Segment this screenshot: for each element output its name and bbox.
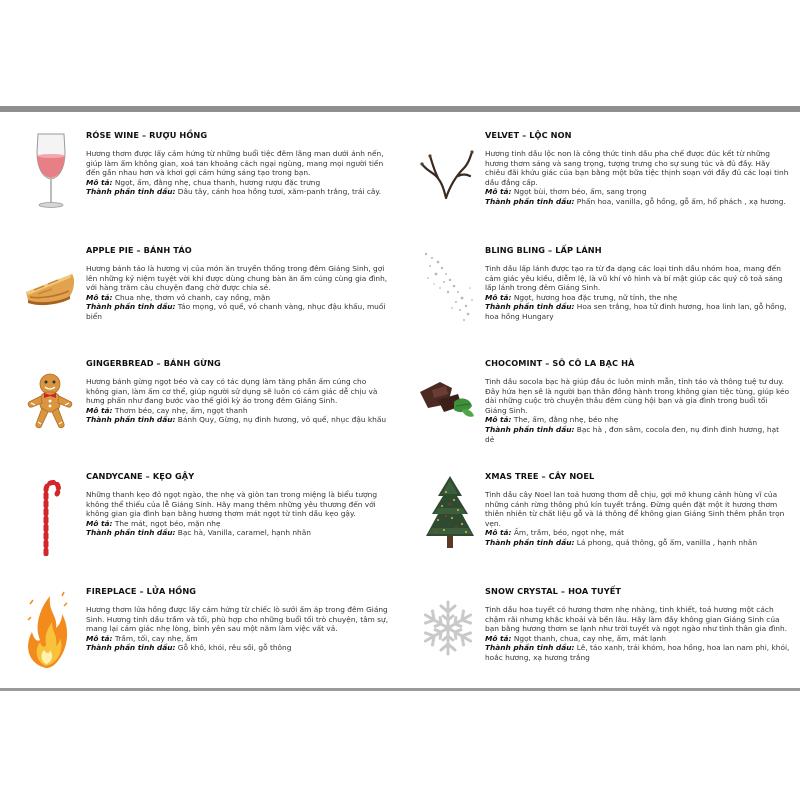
ingredients-value: Lá phong, quả thông, gỗ ấm, vanilla , hạnh nhân: [576, 537, 758, 547]
sparkle-icon: [418, 248, 478, 324]
chocolate-mint-icon: [418, 376, 476, 420]
ingredients-label: Thành phần tinh dầu:: [86, 643, 176, 653]
wine-glass-icon: [34, 132, 68, 210]
ingredients-value: Táo mọng, vỏ quế, vỏ chanh vàng, nhục đậu khấu, muối biển: [86, 302, 386, 321]
ingredients-label: Thành phần tinh dầu:: [485, 424, 575, 434]
scent-title: CANDYCANE – KẸO GẬY: [86, 471, 195, 481]
ingredients-value: Bạc hà, Vanilla, caramel, hạnh nhân: [177, 528, 311, 538]
christmas-tree-icon: [424, 474, 476, 556]
scent-title: FIREPLACE – LỬA HỒNG: [86, 586, 197, 596]
ingredients-value: Gỗ khô, khói, rêu sồi, gỗ thông: [177, 643, 292, 653]
ingredients-value: Hoa sen trắng, hoa tử đinh hương, hoa linh lan, gỗ hồng, hoa hồng Hungary: [485, 302, 787, 321]
bottom-divider: [0, 688, 800, 691]
mo-ta-label: Mô tả:: [485, 633, 512, 643]
scent-description: Tinh dầu cây Noel lan toả hương thơm dễ chịu, gợi mở khung cảnh hùng vĩ của những cánh rừng thông phủ kín tuyết trắng. Đừng quên đặt một ít hương thơm thiên nhiên từ chất liệu gỗ và lá thông để không gian Giáng Sinh thêm phần trọn vẹn.: [485, 490, 785, 528]
scent-description: Hương thơm lửa hồng được lấy cảm hứng từ chiếc lò sưởi ấm áp trong đêm Giáng Sinh. Hương tinh dầu trầm và tối, phù hợp cho những buổi tối trò chuyện, tâm sự, mang lại cảm giác nhẹ lòng, bình yên sau một năm làm việc vất vả.: [86, 605, 389, 634]
ingredients-value: Bạc hà , đơn sâm, cocola đen, nụ đinh đinh hương, hạt dẻ: [485, 424, 780, 444]
ingredients-label: Thành phần tinh dầu:: [86, 528, 176, 538]
mo-ta-value: Trầm, tối, cay nhẹ, ấm: [114, 633, 198, 643]
mo-ta-label: Mô tả:: [485, 292, 512, 302]
mo-ta-value: Ấm, trầm, béo, ngọt nhẹ, mát: [513, 528, 625, 538]
ingredients-label: Thành phần tinh dầu:: [86, 302, 176, 312]
mo-ta-value: Ngọt, hương hoa đặc trưng, nữ tính, the nhẹ: [513, 292, 678, 302]
mo-ta-value: The mát, ngọt béo, mặn nhẹ: [114, 518, 221, 528]
scent-fireplace: [86, 586, 391, 653]
scent-title: GINGERBREAD – BÁNH GỪNG: [86, 358, 221, 368]
fire-icon: [22, 584, 70, 668]
mo-ta-label: Mô tả:: [86, 518, 113, 528]
mo-ta-label: Mô tả:: [86, 633, 113, 643]
mo-ta-value: Chua nhẹ, thơm vỏ chanh, cay nồng, mặn: [114, 292, 271, 302]
scent-candycane: [86, 471, 391, 538]
scent-title: BLING BLING – LẤP LÁNH: [485, 245, 602, 255]
ingredients-value: Dâu tây, cánh hoa hồng tươi, xăm-panh trắng, trái cây.: [177, 187, 382, 197]
scent-bling-bling: [485, 245, 790, 322]
scent-description: Tinh dầu socola bạc hà giúp đầu óc luôn minh mẫn, tỉnh táo và thông tuệ tư duy. Đây hứa hẹn sẽ là người bạn thân đồng hành trong không gian tiệc tùng, giúp kéo dài những cuộc trò chuyện thâu đêm cùng hội bạn và gia đình trong buổi tối Giáng Sinh.: [485, 377, 790, 415]
scent-title: RÓSE WINE – RƯỢU HỒNG: [86, 130, 208, 140]
scent-title: SNOW CRYSTAL – HOA TUYẾT: [485, 586, 622, 596]
gingerbread-man-icon: [26, 372, 74, 430]
mo-ta-label: Mô tả:: [86, 405, 113, 415]
scent-description: Hương bánh gừng ngọt béo và cay có tác dụng làm tăng phần ấm cúng cho không gian, làm ấm cơ thể, giúp người sử dụng sẽ luôn có cảm giác dễ chịu và hưng phấn như đang bước vào thế giới kỳ ảo trong đêm Giáng Sinh.: [86, 377, 378, 406]
ingredients-label: Thành phần tinh dầu:: [485, 643, 575, 653]
scent-description: Tinh dầu lấp lánh được tạo ra từ đa dạng các loại tinh dầu nhóm hoa, mang đến cảm giác yêu kiều, diễm lệ, là vũ khí vô hình và bí mật giúp các quý cô toả sáng lấp lánh trong đêm Giáng Sinh.: [485, 264, 783, 293]
ingredients-value: Phấn hoa, vanilla, gỗ hồng, gỗ ấm, hổ phách , xạ hương.: [576, 196, 786, 206]
mo-ta-value: Ngọt bùi, thơm béo, ấm, sang trọng: [513, 187, 647, 197]
scent-title: CHOCOMINT – SÔ CÔ LA BẠC HÀ: [485, 358, 635, 368]
mo-ta-label: Mô tả:: [485, 528, 512, 538]
apple-pie-icon: [24, 268, 76, 308]
scent-description: Hương thơm được lấy cảm hứng từ những buổi tiệc đêm lãng man dưới ánh nến, giúp làm ấm không gian, xoá tan khoảng cách ngại ngùng, mang mọi người tiến đến gần nhau hơn và khơi gợi cảm hứng sáng tạo trong bạn.: [86, 149, 384, 178]
scent-title: APPLE PIE – BÁNH TÁO: [86, 245, 192, 255]
scent-description: Tinh dầu hoa tuyết có hương thơm nhẹ nhàng, tinh khiết, toả hương một cách chậm rãi nhưng khắc khoải và bền lâu. Hãy làm đầy không gian Giáng Sinh của bạn bằng hương thơm se lạnh như trời tuyết và ngọt ngào như tình thân gia đình.: [485, 605, 787, 634]
scent-chocomint: [485, 358, 790, 444]
scent-velvet: [485, 130, 790, 207]
ingredients-label: Thành phần tinh dầu:: [86, 415, 176, 425]
mo-ta-label: Mô tả:: [485, 415, 512, 425]
top-divider: [0, 106, 800, 112]
mo-ta-value: The, ấm, đằng nhẹ, béo nhẹ: [513, 415, 619, 425]
scent-apple-pie: [86, 245, 391, 322]
scent-description: Hương bánh táo là hương vị của món ăn truyền thống trong đêm Giáng Sinh, gợi lên những kỷ niệm tuyệt vời khi được dùng chung bàn ăn ấm cúng cùng gia đình, với hàng trăm câu chuyện đang chờ được chia sẻ.: [86, 264, 388, 293]
ingredients-value: Lê, táo xanh, trái khóm, hoa hồng, hoa lan nam phi, khói, hoắc hương, xạ hương trắng: [485, 643, 790, 662]
ingredients-label: Thành phần tinh dầu:: [86, 187, 176, 197]
candy-cane-icon: [36, 476, 64, 556]
mo-ta-label: Mô tả:: [86, 177, 113, 187]
scent-description: Những thanh kẹo đỏ ngọt ngào, the nhẹ và giòn tan trong miệng là biểu tượng không thể thiếu của lễ Giáng Sinh. Hãy mang thêm những yêu thương đến với không gian gia đình bạn bằng hương thơm mát ngọt từ tinh dầu kẹo gậy.: [86, 490, 378, 519]
mo-ta-value: Ngọt thanh, chua, cay nhẹ, ấm, mát lạnh: [513, 633, 666, 643]
ingredients-label: Thành phần tinh dầu:: [485, 302, 575, 312]
mo-ta-label: Mô tả:: [86, 292, 113, 302]
mo-ta-value: Ngọt, ấm, đằng nhẹ, chua thanh, hương rượu đặc trưng: [114, 177, 321, 187]
ingredients-value: Bánh Quy, Gừng, nụ đinh hương, vỏ quế, nhục đậu khấu: [177, 415, 387, 425]
mo-ta-value: Thơm béo, cay nhẹ, ấm, ngọt thanh: [114, 405, 248, 415]
ingredients-label: Thành phần tinh dầu:: [485, 537, 575, 547]
scent-xmas-tree: [485, 471, 790, 548]
scent-gingerbread: [86, 358, 391, 425]
scent-description: Hương tinh dầu lộc non là công thức tinh dầu pha chế được đúc kết từ những hương thơm sáng và sang trọng, tượng trưng cho sự sung túc và đủ đầy. Hãy chiêu đãi khứu giác của bạn bằng một bữa tiệc thịnh soạn với đầy đủ các loại tinh dầu đẳng cấp.: [485, 149, 789, 187]
scent-snow-crystal: [485, 586, 790, 663]
mo-ta-label: Mô tả:: [485, 187, 512, 197]
scent-title: VELVET – LỘC NON: [485, 130, 572, 140]
scent-rose-wine: [86, 130, 391, 197]
snowflake-icon: [420, 598, 476, 658]
antler-branch-icon: [416, 146, 476, 202]
scent-title: XMAS TREE – CÂY NOEL: [485, 471, 595, 481]
ingredients-label: Thành phần tinh dầu:: [485, 196, 575, 206]
